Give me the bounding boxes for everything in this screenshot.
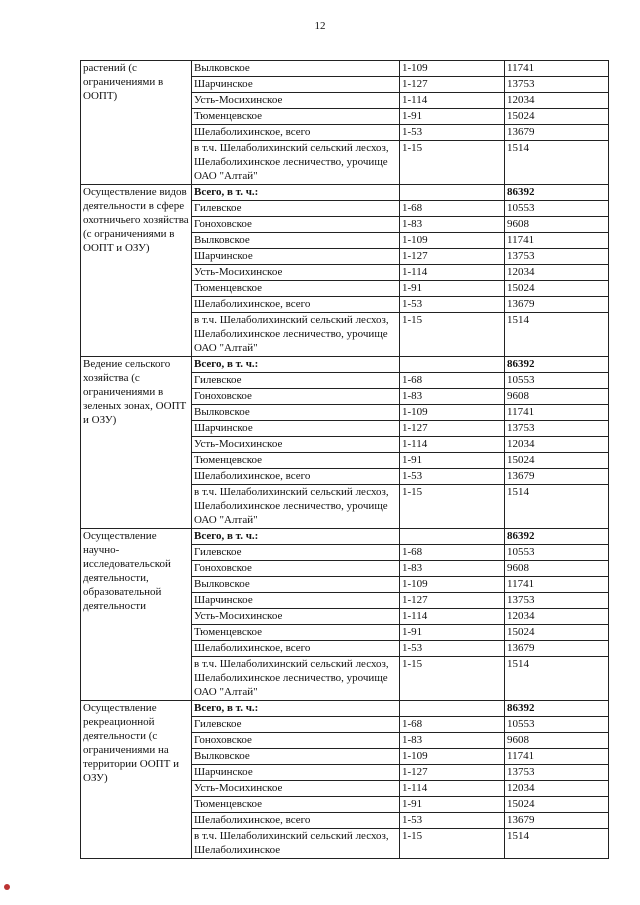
area-ha-cell: 15024 xyxy=(505,625,609,641)
area-ha-cell: 12034 xyxy=(505,265,609,281)
quarter-range-cell: 1-68 xyxy=(400,717,505,733)
quarter-range-cell xyxy=(400,701,505,717)
quarter-range-cell: 1-83 xyxy=(400,217,505,233)
quarter-range-cell: 1-15 xyxy=(400,141,505,185)
area-ha-cell: 86392 xyxy=(505,357,609,373)
quarter-range-cell: 1-127 xyxy=(400,249,505,265)
area-name-cell: Всего, в т. ч.: xyxy=(192,357,400,373)
table-row xyxy=(81,61,609,77)
area-ha-cell: 86392 xyxy=(505,529,609,545)
area-name-cell: Гоноховское xyxy=(192,733,400,749)
area-ha-cell: 13679 xyxy=(505,813,609,829)
area-name-cell: Шарчинское xyxy=(192,765,400,781)
table-row xyxy=(81,357,609,373)
area-name-cell: Шелаболихинское, всего xyxy=(192,297,400,313)
area-ha-cell: 12034 xyxy=(505,93,609,109)
area-name-cell: Шелаболихинское, всего xyxy=(192,813,400,829)
area-ha-cell: 12034 xyxy=(505,437,609,453)
area-ha-cell: 1514 xyxy=(505,141,609,185)
area-ha-cell: 13753 xyxy=(505,421,609,437)
area-name-cell: Вылковское xyxy=(192,405,400,421)
quarter-range-cell: 1-109 xyxy=(400,405,505,421)
area-ha-cell: 12034 xyxy=(505,609,609,625)
area-ha-cell: 12034 xyxy=(505,781,609,797)
area-name-cell: Усть-Мосихинское xyxy=(192,93,400,109)
quarter-range-cell: 1-127 xyxy=(400,77,505,93)
quarter-range-cell: 1-109 xyxy=(400,577,505,593)
area-name-cell: в т.ч. Шелаболихинский сельский лесхоз, Шелаболихинское лесничество, урочище ОАО "Алтай" xyxy=(192,657,400,701)
area-ha-cell: 1514 xyxy=(505,485,609,529)
area-name-cell: Гилевское xyxy=(192,373,400,389)
table-row xyxy=(81,529,609,545)
quarter-range-cell: 1-91 xyxy=(400,109,505,125)
quarter-range-cell: 1-91 xyxy=(400,625,505,641)
quarter-range-cell: 1-91 xyxy=(400,281,505,297)
area-ha-cell: 9608 xyxy=(505,561,609,577)
area-ha-cell: 9608 xyxy=(505,733,609,749)
activity-cell: Осуществление научно-исследовательской деятельности, образовательной деятельности xyxy=(81,529,192,701)
area-ha-cell: 15024 xyxy=(505,281,609,297)
quarter-range-cell: 1-53 xyxy=(400,813,505,829)
area-ha-cell: 13753 xyxy=(505,249,609,265)
quarter-range-cell xyxy=(400,529,505,545)
area-name-cell: Тюменцевское xyxy=(192,281,400,297)
area-ha-cell: 1514 xyxy=(505,829,609,859)
area-name-cell: Всего, в т. ч.: xyxy=(192,529,400,545)
area-name-cell: Вылковское xyxy=(192,577,400,593)
area-name-cell: Вылковское xyxy=(192,749,400,765)
area-ha-cell: 9608 xyxy=(505,217,609,233)
area-ha-cell: 15024 xyxy=(505,453,609,469)
area-name-cell: в т.ч. Шелаболихинский сельский лесхоз, Шелаболихинское лесничество, урочище ОАО "Алтай" xyxy=(192,313,400,357)
area-name-cell: Шарчинское xyxy=(192,421,400,437)
quarter-range-cell: 1-127 xyxy=(400,593,505,609)
activity-cell: Осуществление рекреационной деятельности (с ограничениями на территории ООПТ и ОЗУ) xyxy=(81,701,192,859)
quarter-range-cell: 1-53 xyxy=(400,125,505,141)
area-name-cell: Шарчинское xyxy=(192,593,400,609)
area-ha-cell: 10553 xyxy=(505,373,609,389)
area-name-cell: в т.ч. Шелаболихинский сельский лесхоз, Шелаболихинское лесничество, урочище ОАО "Алтай" xyxy=(192,485,400,529)
activity-cell: Ведение сельского хозяйства (с ограничениями в зеленых зонах, ООПТ и ОЗУ) xyxy=(81,357,192,529)
area-name-cell: Гилевское xyxy=(192,201,400,217)
area-ha-cell: 11741 xyxy=(505,577,609,593)
quarter-range-cell: 1-15 xyxy=(400,485,505,529)
area-name-cell: Тюменцевское xyxy=(192,109,400,125)
quarter-range-cell: 1-83 xyxy=(400,733,505,749)
quarter-range-cell: 1-114 xyxy=(400,609,505,625)
quarter-range-cell: 1-127 xyxy=(400,421,505,437)
quarter-range-cell: 1-15 xyxy=(400,829,505,859)
quarter-range-cell: 1-114 xyxy=(400,437,505,453)
area-ha-cell: 13753 xyxy=(505,765,609,781)
land-use-table xyxy=(80,60,609,859)
quarter-range-cell: 1-68 xyxy=(400,545,505,561)
area-name-cell: Вылковское xyxy=(192,233,400,249)
area-name-cell: Шарчинское xyxy=(192,77,400,93)
area-name-cell: Шелаболихинское, всего xyxy=(192,469,400,485)
area-name-cell: Усть-Мосихинское xyxy=(192,265,400,281)
area-ha-cell: 13679 xyxy=(505,641,609,657)
quarter-range-cell: 1-83 xyxy=(400,389,505,405)
area-name-cell: Шелаболихинское, всего xyxy=(192,641,400,657)
quarter-range-cell: 1-114 xyxy=(400,93,505,109)
area-name-cell: Тюменцевское xyxy=(192,625,400,641)
area-ha-cell: 11741 xyxy=(505,405,609,421)
quarter-range-cell: 1-53 xyxy=(400,297,505,313)
area-name-cell: Гоноховское xyxy=(192,561,400,577)
area-name-cell: Шелаболихинское, всего xyxy=(192,125,400,141)
area-ha-cell: 11741 xyxy=(505,61,609,77)
area-ha-cell: 10553 xyxy=(505,545,609,561)
area-ha-cell: 13679 xyxy=(505,469,609,485)
quarter-range-cell: 1-114 xyxy=(400,781,505,797)
quarter-range-cell: 1-109 xyxy=(400,749,505,765)
area-name-cell: Тюменцевское xyxy=(192,797,400,813)
quarter-range-cell xyxy=(400,357,505,373)
area-ha-cell: 15024 xyxy=(505,109,609,125)
area-ha-cell: 11741 xyxy=(505,749,609,765)
area-ha-cell: 1514 xyxy=(505,657,609,701)
quarter-range-cell xyxy=(400,185,505,201)
area-ha-cell: 13753 xyxy=(505,77,609,93)
area-ha-cell: 86392 xyxy=(505,701,609,717)
area-ha-cell: 13679 xyxy=(505,297,609,313)
table-row xyxy=(81,701,609,717)
area-ha-cell: 86392 xyxy=(505,185,609,201)
area-ha-cell: 10553 xyxy=(505,717,609,733)
area-name-cell: Усть-Мосихинское xyxy=(192,781,400,797)
quarter-range-cell: 1-109 xyxy=(400,61,505,77)
area-ha-cell: 15024 xyxy=(505,797,609,813)
quarter-range-cell: 1-91 xyxy=(400,797,505,813)
table-row xyxy=(81,185,609,201)
area-name-cell: Всего, в т. ч.: xyxy=(192,701,400,717)
area-name-cell: в т.ч. Шелаболихинский сельский лесхоз, Шелаболихинское xyxy=(192,829,400,859)
scan-mark xyxy=(4,884,10,890)
area-ha-cell: 11741 xyxy=(505,233,609,249)
area-name-cell: Усть-Мосихинское xyxy=(192,437,400,453)
page-number: 12 xyxy=(314,20,326,32)
area-ha-cell: 1514 xyxy=(505,313,609,357)
quarter-range-cell: 1-53 xyxy=(400,641,505,657)
area-name-cell: в т.ч. Шелаболихинский сельский лесхоз, Шелаболихинское лесничество, урочище ОАО "Алтай" xyxy=(192,141,400,185)
area-ha-cell: 13679 xyxy=(505,125,609,141)
quarter-range-cell: 1-114 xyxy=(400,265,505,281)
area-name-cell: Тюменцевское xyxy=(192,453,400,469)
quarter-range-cell: 1-127 xyxy=(400,765,505,781)
quarter-range-cell: 1-91 xyxy=(400,453,505,469)
area-name-cell: Вылковское xyxy=(192,61,400,77)
area-ha-cell: 10553 xyxy=(505,201,609,217)
quarter-range-cell: 1-15 xyxy=(400,657,505,701)
area-name-cell: Шарчинское xyxy=(192,249,400,265)
quarter-range-cell: 1-53 xyxy=(400,469,505,485)
quarter-range-cell: 1-15 xyxy=(400,313,505,357)
quarter-range-cell: 1-83 xyxy=(400,561,505,577)
area-name-cell: Гоноховское xyxy=(192,217,400,233)
area-name-cell: Всего, в т. ч.: xyxy=(192,185,400,201)
area-ha-cell: 9608 xyxy=(505,389,609,405)
area-name-cell: Гилевское xyxy=(192,717,400,733)
quarter-range-cell: 1-109 xyxy=(400,233,505,249)
area-name-cell: Гилевское xyxy=(192,545,400,561)
area-name-cell: Усть-Мосихинское xyxy=(192,609,400,625)
quarter-range-cell: 1-68 xyxy=(400,373,505,389)
quarter-range-cell: 1-68 xyxy=(400,201,505,217)
activity-cell: растений (с ограничениями в ООПТ) xyxy=(81,61,192,185)
area-name-cell: Гоноховское xyxy=(192,389,400,405)
activity-cell: Осуществление видов деятельности в сфере охотничьего хозяйства (с ограничениями в ООПТ и ОЗУ) xyxy=(81,185,192,357)
area-ha-cell: 13753 xyxy=(505,593,609,609)
